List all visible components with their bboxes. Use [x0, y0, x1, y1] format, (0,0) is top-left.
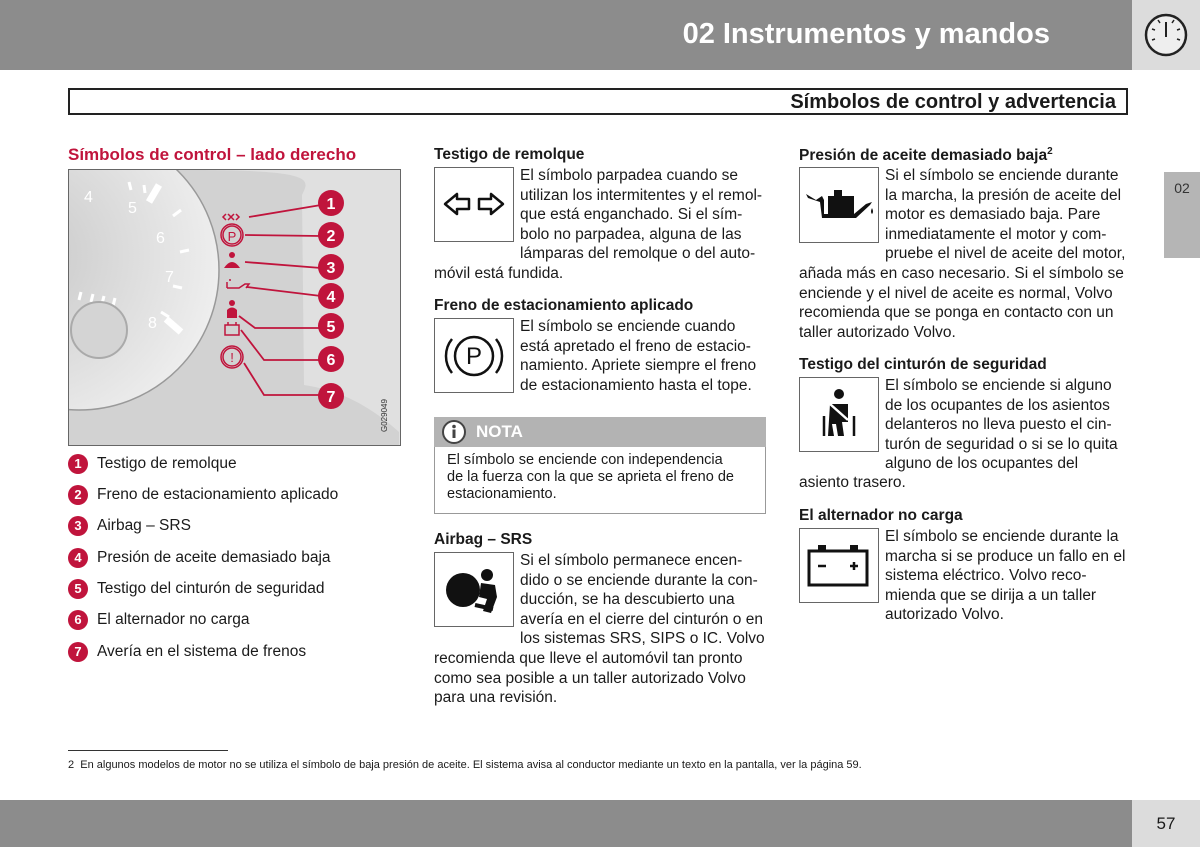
callout-1: 1	[326, 196, 336, 213]
image-code: G029049	[380, 399, 389, 432]
airbag-heading: Airbag – SRS	[434, 531, 533, 548]
footer-bar	[0, 800, 1132, 847]
legend-label: Testigo de remolque	[97, 455, 237, 472]
alternator-heading: El alternador no carga	[799, 507, 963, 524]
parking-text: El símbolo se enciende cuando está apretado el freno de estacio- namiento. Apriete siempre el freno de estacionamiento hasta el tope.	[520, 318, 757, 394]
legend-label: Presión de aceite demasiado baja	[97, 549, 331, 566]
note-body	[434, 447, 766, 514]
legend-number: 6	[68, 610, 88, 630]
seatbelt-icon	[800, 378, 878, 451]
airbag-text: Si el símbolo permanece encen- dido o se enciende durante la con- ducción, se ha descubierto una avería en el cierre del cinturón o en los sistemas SRS, SIPS o IC. Volvo	[520, 552, 765, 648]
trailer-text-tail: móvil está fundida.	[434, 265, 564, 282]
legend-label: Testigo del cinturón de seguridad	[97, 580, 325, 597]
oil-can-icon	[800, 168, 878, 242]
airbag-text-tail: recomienda que lleve el automóvil tan pronto como sea posible a un taller autorizado Volvo para una revisión.	[434, 650, 746, 707]
column1-title: Símbolos de control – lado derecho	[68, 145, 357, 164]
legend-item	[68, 579, 324, 599]
page-number: 57	[1156, 814, 1176, 833]
legend-number: 2	[68, 485, 88, 505]
callout-6: 6	[326, 352, 336, 369]
footnote-mark: 2	[1047, 146, 1053, 157]
trailer-turn-signal-icon	[435, 168, 513, 241]
gauge-number: 5	[128, 200, 137, 217]
legend-number: 1	[68, 454, 88, 474]
trailer-text: El símbolo parpadea cuando se utilizan los intermitentes y el remol- que está enganchado. Si el sím- bolo no parpadea, alguna de las lámparas del remolque o del auto-	[520, 167, 763, 263]
svg-text:!: !	[230, 350, 234, 365]
callout-3: 3	[326, 260, 336, 277]
gauge-number: 8	[148, 315, 157, 332]
parking-brake-icon	[435, 319, 513, 392]
page-number-box	[1132, 800, 1200, 847]
legend-item	[68, 642, 306, 662]
callout-2: 2	[326, 228, 336, 245]
parking-heading: Freno de estacionamiento aplicado	[434, 297, 694, 314]
alternator-icon-box	[799, 528, 879, 603]
legend-item	[68, 454, 237, 474]
note-label: NOTA	[476, 422, 523, 441]
gauge-number: 7	[165, 269, 174, 286]
footnote-text: En algunos modelos de motor no se utiliza el símbolo de baja presión de aceite. El sistema avisa al conductor mediante un texto en la pantalla, ver la página 59.	[80, 759, 862, 771]
svg-text:P: P	[465, 343, 483, 370]
legend-label: Airbag – SRS	[97, 517, 191, 534]
belt-icon-box	[799, 377, 879, 452]
oil-text: Si el símbolo se enciende durante la marcha, la presión de aceite del motor es demasiado baja. Pare inmediatamente el motor y com- pruebe el nivel de aceite del motor,	[885, 167, 1126, 263]
instrument-panel-image	[68, 169, 401, 446]
belt-text: El símbolo se enciende si alguno de los ocupantes de los asientos delanteros no lleva puesto el cin- turón de seguridad o si se lo quita alguno de los ocupantes del	[885, 377, 1118, 473]
legend-number: 7	[68, 642, 88, 662]
legend-label: Freno de estacionamiento aplicado	[97, 486, 339, 503]
legend-number: 4	[68, 548, 88, 568]
legend-item	[68, 516, 191, 536]
gauge-number: 4	[84, 189, 93, 206]
belt-text-tail: asiento trasero.	[799, 474, 906, 491]
side-tab-label: 02	[1174, 180, 1190, 196]
callout-4: 4	[326, 289, 336, 306]
footnote-mark: 2	[68, 759, 75, 771]
trailer-icon-box	[434, 167, 514, 242]
parking-icon-box	[434, 318, 514, 393]
callout-5: 5	[326, 319, 336, 336]
note-header	[434, 417, 766, 447]
legend-number: 5	[68, 579, 88, 599]
gauge-number: 6	[156, 230, 165, 247]
airbag-icon-box	[434, 552, 514, 627]
note-text: El símbolo se enciende con independencia de la fuerza con la que se aprieta el freno de estacionamiento.	[447, 452, 734, 502]
section-bar	[68, 88, 1128, 115]
legend-label: Avería en el sistema de frenos	[97, 643, 307, 660]
header-gauge-box	[1132, 0, 1200, 70]
oil-icon-box	[799, 167, 879, 243]
section-title: Símbolos de control y advertencia	[790, 91, 1116, 113]
chapter-side-tab[interactable]	[1164, 172, 1200, 258]
trailer-heading: Testigo de remolque	[434, 146, 585, 163]
oil-heading: Presión de aceite demasiado baja$^2$	[799, 146, 1053, 165]
instrument-panel-drawing	[69, 170, 401, 446]
battery-icon	[800, 529, 878, 602]
header-bar	[0, 0, 1132, 70]
legend-item	[68, 548, 331, 568]
footnote	[68, 759, 862, 771]
svg-text:P: P	[227, 229, 237, 244]
airbag-icon	[435, 553, 513, 626]
speedometer-icon	[1132, 0, 1200, 70]
callout-7: 7	[326, 389, 336, 406]
legend-item	[68, 485, 338, 505]
legend-item	[68, 610, 250, 630]
legend-number: 3	[68, 516, 88, 536]
footnote-rule	[68, 750, 228, 751]
legend-label: El alternador no carga	[97, 611, 250, 628]
belt-heading: Testigo del cinturón de seguridad	[799, 356, 1047, 373]
alternator-text: El símbolo se enciende durante la marcha si se produce un fallo en el sistema eléctrico. Volvo reco- mienda que se dirija a un taller autorizado Volvo.	[885, 528, 1126, 624]
oil-text-tail: añada más en caso necesario. Si el símbolo se enciende y el nivel de aceite es normal, Volvo recomienda que se ponga en contacto con un taller autorizado Volvo.	[799, 265, 1124, 341]
info-icon	[438, 417, 478, 447]
chapter-title: 02 Instrumentos y mandos	[682, 18, 1050, 50]
